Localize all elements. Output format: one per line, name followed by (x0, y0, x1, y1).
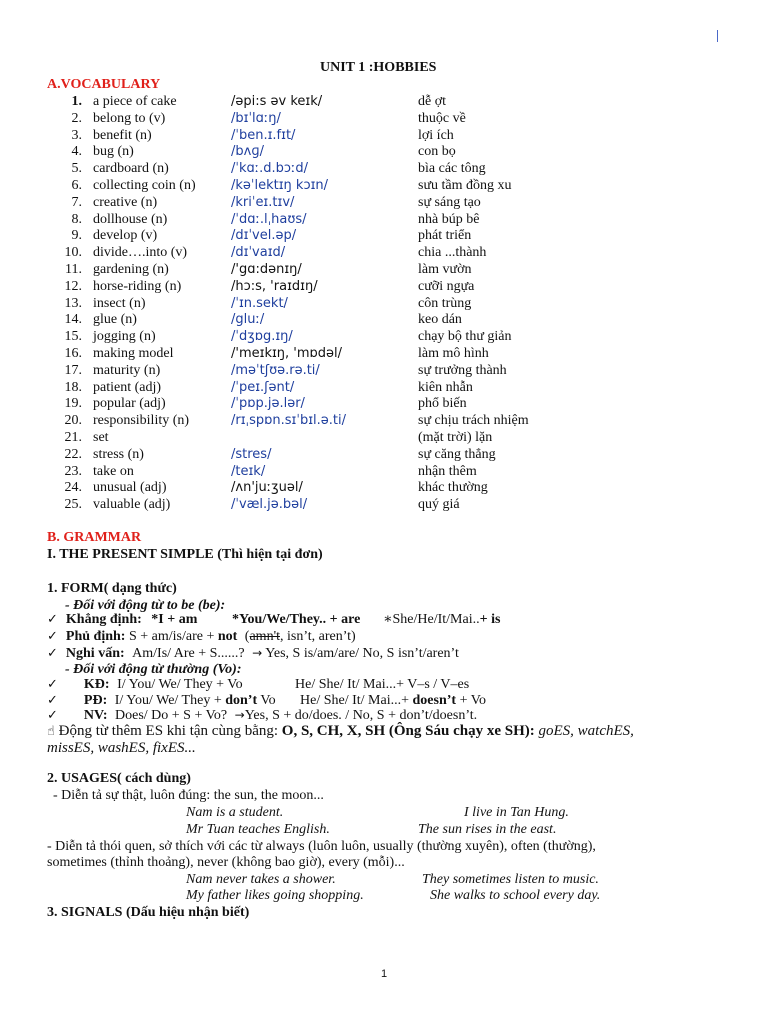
tobe-negative-line (47, 628, 356, 645)
vocab-row (0, 345, 768, 362)
right-arrow-icon: → (234, 708, 245, 722)
vocab-meaning: phổ biến (418, 396, 467, 412)
vocab-meaning: bìa các tông (418, 161, 486, 177)
usage-2-example-c: My father likes going shopping. (186, 888, 364, 903)
negative-open-paren: ( (244, 629, 250, 644)
vocab-meaning: sự trưởng thành (418, 362, 507, 378)
negative-label: Phủ định: (65, 629, 126, 644)
vocab-number: 4. (71, 144, 82, 160)
vocab-number: 8. (71, 211, 82, 227)
vocab-number: 17. (64, 362, 82, 378)
vocab-number: 23. (64, 463, 82, 479)
vocab-phonetic: /ˈkɑː.d.bɔːd/ (231, 161, 309, 177)
vocab-word: responsibility (n) (93, 413, 190, 429)
vocab-number: 20. (64, 413, 82, 429)
vocab-meaning: nhận thêm (418, 463, 477, 479)
vocab-meaning: quý giá (418, 497, 460, 513)
vocab-row (0, 278, 768, 295)
vocab-row (0, 463, 768, 480)
vocab-word: a piece of cake (93, 94, 177, 109)
vocab-phonetic: /məˈtʃʊə.rə.ti/ (231, 362, 320, 378)
question-structure: Am/Is/ Are + S......? (132, 646, 245, 661)
vocab-row (0, 496, 768, 513)
vocab-phonetic: /hɔ:s, 'raɪdɪŋ/ (231, 278, 318, 294)
vocab-meaning: chạy bộ thư giản (418, 329, 512, 345)
affirmative-label: Khẳng định: (65, 612, 142, 627)
vocab-word: divide….into (v) (93, 245, 188, 261)
es-note-examples-cont: missES, washES, fixES... (47, 740, 196, 756)
vocab-phonetic: /əpi:s əv keɪk/ (231, 94, 323, 109)
negative-struck-form: amn't (249, 629, 280, 644)
vocab-row (0, 110, 768, 127)
vocab-number: 1. (71, 94, 82, 109)
vocab-word: collecting coin (n) (93, 178, 196, 193)
vocab-meaning: phát triển (418, 228, 472, 244)
affirmative-she-is (383, 611, 500, 628)
usage-1-example-d: The sun rises in the east. (418, 822, 557, 837)
vocab-row (0, 244, 768, 261)
right-arrow-icon: → (252, 646, 263, 660)
she-he-it-text: She/He/It/Mai.. (392, 612, 480, 627)
vocab-number: 16. (64, 346, 82, 361)
vocab-row (0, 395, 768, 412)
vocab-number: 3. (71, 127, 82, 143)
negative-structure: S + am/is/are + (128, 629, 215, 644)
vocab-row (0, 261, 768, 278)
vocab-word: benefit (n) (93, 127, 152, 143)
vocab-phonetic: /dɪˈvel.əp/ (231, 228, 297, 244)
vocab-word: insect (n) (93, 295, 146, 311)
pd-doesnt: doesn’t (412, 693, 457, 708)
grammar-heading: B. GRAMMAR (47, 530, 142, 545)
vocab-word: popular (adj) (93, 396, 166, 412)
vocab-phonetic: /teɪk/ (231, 463, 266, 479)
vocab-meaning: dễ ợt (418, 94, 447, 109)
vocab-row (0, 429, 768, 446)
vocab-phonetic: /ˈɪn.sekt/ (231, 295, 288, 311)
vocab-meaning: (mặt trời) lặn (418, 430, 493, 445)
vocab-meaning: con bọ (418, 144, 456, 160)
vocab-word: cardboard (n) (93, 161, 169, 177)
usage-1-text: - Diễn tả sự thật, luôn đúng: the sun, the moon... (53, 788, 324, 803)
vocab-word: stress (n) (93, 446, 144, 462)
signals-heading: 3. SIGNALS (Dấu hiệu nhận biết) (47, 905, 250, 920)
es-note-endings: O, S, CH, X, SH (Ông Sáu chạy xe SH): (281, 723, 535, 739)
vocab-word: gardening (n) (93, 262, 169, 277)
page-number: 1 (381, 968, 388, 980)
vocab-word: take on (93, 463, 134, 479)
tobe-question-line (47, 645, 459, 662)
vocab-meaning: sự căng thẳng (418, 446, 496, 462)
vocab-meaning: sự chịu trách nhiệm (418, 413, 529, 429)
vocab-word: bug (n) (93, 144, 134, 160)
vocab-word: patient (adj) (93, 379, 162, 395)
vocab-row (0, 211, 768, 228)
vocab-row (0, 295, 768, 312)
vocab-number: 13. (64, 295, 82, 311)
vocab-phonetic: /'meɪkɪŋ, 'mɒdəl/ (231, 346, 343, 361)
pointing-hand-icon: ☝ (47, 724, 55, 739)
vocab-word: dollhouse (n) (93, 211, 168, 227)
text-cursor (717, 30, 718, 42)
affirmative-i-am: *I + am (151, 612, 198, 627)
nv-structure: Does/ Do + S + Vo? (115, 708, 228, 723)
vocab-number: 6. (71, 178, 82, 193)
tobe-subheading: - Đối với động từ to be (be): (65, 598, 226, 613)
vocab-phonetic: /rɪˌspɒn.sɪˈbɪl.ə.ti/ (231, 413, 347, 429)
affirmative-you-are: *You/We/They.. + are (232, 612, 361, 627)
pd-plural-pre: I/ You/ We/ They + (114, 693, 222, 708)
es-note-examples: goES, watchES, (538, 723, 634, 739)
tobe-affirmative-line (47, 611, 197, 628)
vocab-row (0, 194, 768, 211)
vocab-number: 15. (64, 329, 82, 345)
vocab-phonetic: /gluː/ (231, 312, 265, 328)
vocab-meaning: côn trùng (418, 295, 472, 311)
vocab-phonetic: /bɪˈlɑːŋ/ (231, 110, 281, 126)
usage-2-example-b: They sometimes listen to music. (422, 872, 599, 887)
vo-affirmative-line (47, 676, 243, 693)
nv-answer: Yes, S + do/does. / No, S + don’t/doesn’t. (244, 708, 478, 723)
vocab-meaning: làm mô hình (418, 346, 489, 361)
check-icon: ✓ (47, 693, 58, 708)
vocab-number: 21. (64, 430, 82, 445)
vocab-meaning: làm vườn (418, 262, 472, 277)
present-simple-heading: I. THE PRESENT SIMPLE (Thì hiện tại đơn) (47, 547, 323, 562)
vocab-meaning: thuộc về (418, 110, 466, 126)
vo-question-line (47, 707, 477, 724)
vocabulary-heading: A.VOCABULARY (47, 77, 161, 92)
vocab-phonetic: /ʌn'juːʒuəl/ (231, 480, 303, 496)
usage-1-example-a: Nam is a student. (186, 805, 284, 820)
vocab-word: unusual (adj) (93, 480, 167, 496)
negative-not: not (217, 629, 238, 644)
usage-1-example-c: Mr Tuan teaches English. (186, 822, 330, 837)
vocab-number: 11. (65, 262, 82, 277)
usages-heading: 2. USAGES( cách dùng) (47, 771, 191, 786)
vocab-meaning: sự sáng tạo (418, 194, 481, 210)
question-label: Nghi vấn: (65, 646, 125, 661)
vocab-phonetic: /ˈdɑː.lˌhaʊs/ (231, 211, 307, 227)
vocab-row (0, 479, 768, 496)
vocab-row (0, 446, 768, 463)
vocab-word: develop (v) (93, 228, 158, 244)
check-icon: ✓ (47, 646, 58, 661)
pd-singular-post: + Vo (459, 693, 487, 708)
usage-2-example-a: Nam never takes a shower. (186, 872, 336, 887)
pd-dont: don’t (225, 693, 258, 708)
nv-label: NV: (83, 708, 108, 723)
vocab-number: 2. (71, 110, 82, 126)
usage-2-example-d: She walks to school every day. (430, 888, 601, 903)
vocab-number: 12. (64, 278, 82, 294)
vocab-word: maturity (n) (93, 362, 161, 378)
vocab-meaning: kiên nhẫn (418, 379, 473, 395)
vocab-number: 19. (64, 396, 82, 412)
vocab-word: set (93, 430, 109, 445)
vocab-number: 14. (64, 312, 82, 328)
usage-1-example-b: I live in Tan Hung. (464, 805, 569, 820)
usage-2-text-line1: - Diễn tả thói quen, sở thích với các từ always (luôn luôn, usually (thường xuyên), often (thường), (47, 839, 596, 854)
check-icon: ✓ (47, 612, 58, 627)
vocab-phonetic: /bʌɡ/ (231, 144, 264, 160)
vocab-number: 5. (71, 161, 82, 177)
vocab-row (0, 311, 768, 328)
vocab-number: 25. (64, 497, 82, 513)
vocab-phonetic: /stres/ (231, 446, 272, 462)
vocab-row (0, 93, 768, 110)
vocab-word: horse-riding (n) (93, 278, 182, 294)
vocab-phonetic: /kriˈeɪ.tɪv/ (231, 194, 295, 210)
vocab-number: 18. (64, 379, 82, 395)
vocab-row (0, 143, 768, 160)
vocab-word: belong to (v) (93, 110, 166, 126)
kd-singular-structure: He/ She/ It/ Mai...+ V–s / V–es (295, 677, 470, 692)
vocab-row (0, 412, 768, 429)
vocab-meaning: lợi ích (418, 127, 454, 143)
vocab-phonetic: /ˈpeɪ.ʃənt/ (231, 379, 295, 395)
page-title: UNIT 1 :HOBBIES (320, 60, 437, 75)
vocab-phonetic: /ˈben.ɪ.fɪt/ (231, 127, 296, 143)
vocab-row (0, 177, 768, 194)
vo-subheading: - Đối với động từ thường (Vo): (65, 662, 242, 677)
vocab-row (0, 328, 768, 345)
plus-is-text: + is (479, 612, 501, 627)
vocab-phonetic: /'gɑ:dənɪŋ/ (231, 262, 302, 277)
negative-contractions: , isn’t, aren’t) (279, 629, 356, 644)
vocab-meaning: khác thường (418, 480, 488, 496)
vocab-meaning: keo dán (418, 312, 462, 328)
vocab-number: 10. (64, 245, 82, 261)
check-icon: ✓ (47, 629, 58, 644)
vocab-word: making model (93, 346, 174, 361)
question-answer: Yes, S is/am/are/ No, S isn’t/aren’t (265, 646, 459, 661)
vocab-phonetic: /dɪˈvaɪd/ (231, 245, 286, 261)
vocab-row (0, 362, 768, 379)
check-icon: ✓ (47, 708, 58, 723)
pd-label: PĐ: (83, 693, 108, 708)
vocab-phonetic: /ˈdʒɒg.ɪŋ/ (231, 329, 293, 345)
vocab-number: 24. (64, 480, 82, 496)
asterisk-mark: ∗ (383, 612, 393, 627)
usage-2-text-line2: sometimes (thỉnh thoảng), never (không bao giờ), every (mỗi)... (47, 855, 405, 870)
vocab-word: glue (n) (93, 312, 137, 328)
es-note (47, 723, 634, 740)
vocab-number: 7. (71, 194, 82, 210)
vocab-meaning: sưu tầm đồng xu (418, 178, 512, 193)
kd-label: KĐ: (83, 677, 110, 692)
check-icon: ✓ (47, 677, 58, 692)
vocab-number: 22. (64, 446, 82, 462)
kd-plural-structure: I/ You/ We/ They + Vo (117, 677, 243, 692)
vocab-row (0, 379, 768, 396)
vocab-meaning: cưỡi ngựa (418, 278, 475, 294)
form-heading: 1. FORM( dạng thức) (47, 581, 177, 596)
vocab-row (0, 227, 768, 244)
es-note-text: Động từ thêm ES khi tận cùng bằng: (58, 723, 279, 739)
vocab-row (0, 160, 768, 177)
vocab-row (0, 127, 768, 144)
vocab-meaning: chia ...thành (418, 245, 487, 261)
pd-plural-post: Vo (260, 693, 276, 708)
vocab-word: creative (n) (93, 194, 158, 210)
vocab-phonetic: /ˈvæl.jə.bəl/ (231, 497, 308, 513)
vocab-phonetic: /ˈpɒp.jə.lər/ (231, 396, 305, 412)
vocab-meaning: nhà búp bê (418, 211, 480, 227)
vocab-word: jogging (n) (93, 329, 156, 345)
vocab-number: 9. (71, 228, 82, 244)
vocab-word: valuable (adj) (93, 497, 171, 513)
vocab-phonetic: /kəˈlektɪŋ kɔɪn/ (231, 178, 329, 193)
pd-singular-pre: He/ She/ It/ Mai...+ (300, 693, 409, 708)
